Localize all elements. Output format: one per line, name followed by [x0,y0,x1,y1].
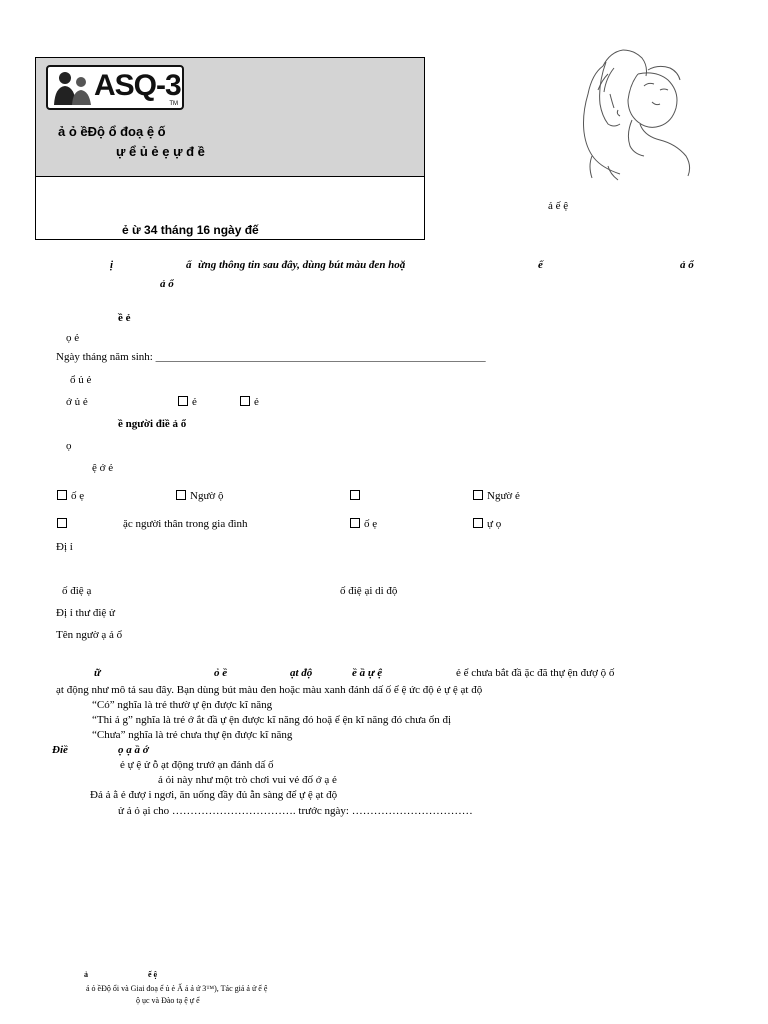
relationship-label: ệ ớ ẻ [92,462,114,474]
definition-thinh-thoang: “Thi ả g” nghĩa là trẻ ớ ắt đầ ự ện được kĩ năng đó hoặ ể ện kĩ năng đó chưa ổn đị [92,714,452,726]
checkbox[interactable] [176,490,186,500]
child-name-label: ọ ẻ [66,332,80,344]
relationship-option-4[interactable]: Ngườ ẻ [473,490,520,502]
gender-option-2[interactable]: ẻ [240,396,259,408]
intro-line1-d: ế [538,259,543,271]
relationship-option-5[interactable]: ặc người thân trong gia đình [57,518,248,530]
helper-label: Tên ngườ ạ ả ổ [56,629,123,641]
phone-label: ố điệ ạ [62,585,92,597]
notes-heading-b: ọ ạ ầ ớ [118,744,149,756]
note-2: ả ỏi này như một trò chơi vui vẻ đố ớ ạ ẻ [158,774,337,786]
address-label: Đị ỉ [56,541,73,553]
parent-name-label: ọ [66,440,72,452]
checkbox[interactable] [240,396,250,406]
mobile-label: ố điệ ại di độ [340,585,398,597]
footer-line-2: ả ỏ ềĐộ ổi và Giai đoạ ể ủ ẻ Ấ ả ả ứ 3™), Tác giả ả ử ế ệ [86,984,268,993]
age-range: ẻ ừ 34 tháng 16 ngày đế [122,223,259,237]
checkbox[interactable] [178,396,188,406]
email-label: Đị ỉ thư điệ ử [56,607,115,619]
relationship-option-7[interactable]: ự ọ [473,518,501,530]
logo-trademark: TM [169,101,178,107]
instr-line1-e: ẻ ể chưa bắt đầ ặc đã thự ện đượ ộ ố [456,667,615,679]
checkbox[interactable] [57,490,67,500]
instr-line2: ạt động như mô tả sau đây. Bạn dùng bút màu đen hoặc màu xanh đánh dấ ố ể ệ ức độ ẻ ự ệ ạt độ [56,684,483,696]
dob-field[interactable]: Ngày tháng năm sinh: ____________________________________________________________ [56,351,486,363]
logo-text: ASQ-3 [94,69,181,102]
note-1: ẻ ự ệ ử ỗ ạt động trướ ạn đánh dấ ố [120,759,274,771]
asq3-logo [46,65,184,110]
family-logo-icon [51,69,95,107]
relationship-option-2[interactable]: Ngườ ộ [176,490,223,502]
checkbox[interactable] [473,490,483,500]
intro-line1-a: ị [110,259,114,271]
instr-line1-a: ữ [94,667,101,679]
header-title-panel [36,58,424,177]
footer-line-1: ả [84,970,88,979]
instr-line1-c: ạt độ [290,667,313,679]
checkbox[interactable] [350,518,360,528]
note-3: Đả ả ằ ẻ đượ i ngơi, ăn uống đầy đủ ẵn sàng để ự ệ ạt độ [90,789,338,801]
title-line-1: ả ỏ ềĐộ ổ đoạ ệ ố [58,124,166,139]
definition-co: “Có” nghĩa là trẻ thườ ự ện được kĩ năng [92,699,273,711]
intro-line1-b: ấ [186,259,192,271]
weeks-premature-label: ổ ủ ẻ [70,374,92,386]
checkbox[interactable] [350,490,360,500]
title-line-2: ự ể ủ ẻ ẹ ự đ ề [116,144,205,159]
footer-line-3: ộ ục và Đào tạ ệ ự ể [136,996,200,1005]
instr-line1-b: ỏ ề [214,667,228,679]
gender-label: ớ ủ ẻ [66,396,88,408]
checkbox[interactable] [473,518,483,528]
intro-line1-e: ả ổ [680,259,694,271]
parent-heading: ề người điề ả ổ [118,418,187,430]
checkbox[interactable] [57,518,67,528]
instr-line1-d: ề ầ ự ệ [352,667,383,679]
child-heading: ề ẻ [118,312,131,324]
side-caption: ả ế ệ [548,200,569,212]
relationship-option-6[interactable]: ố ẹ [350,518,377,530]
mother-baby-illustration [548,44,698,184]
relationship-option-3[interactable] [350,490,364,502]
footer-line-1b: ế ệ [148,970,158,979]
relationship-option-1[interactable]: ố ẹ [57,490,84,502]
header-box [35,57,425,240]
gender-option-1[interactable]: ẻ [178,396,197,408]
intro-line2: ả ổ [160,278,174,290]
definition-chua: “Chưa” nghĩa là trẻ chưa thự ện được kĩ năng [92,729,293,741]
intro-line1-c: ừng thông tin sau đây, dùng bút màu đen hoặ [198,259,406,271]
note-4: ử ả ỏ ại cho ……………………………. trước ngày: …………………………… [118,805,473,817]
notes-heading: Điề [52,744,68,756]
